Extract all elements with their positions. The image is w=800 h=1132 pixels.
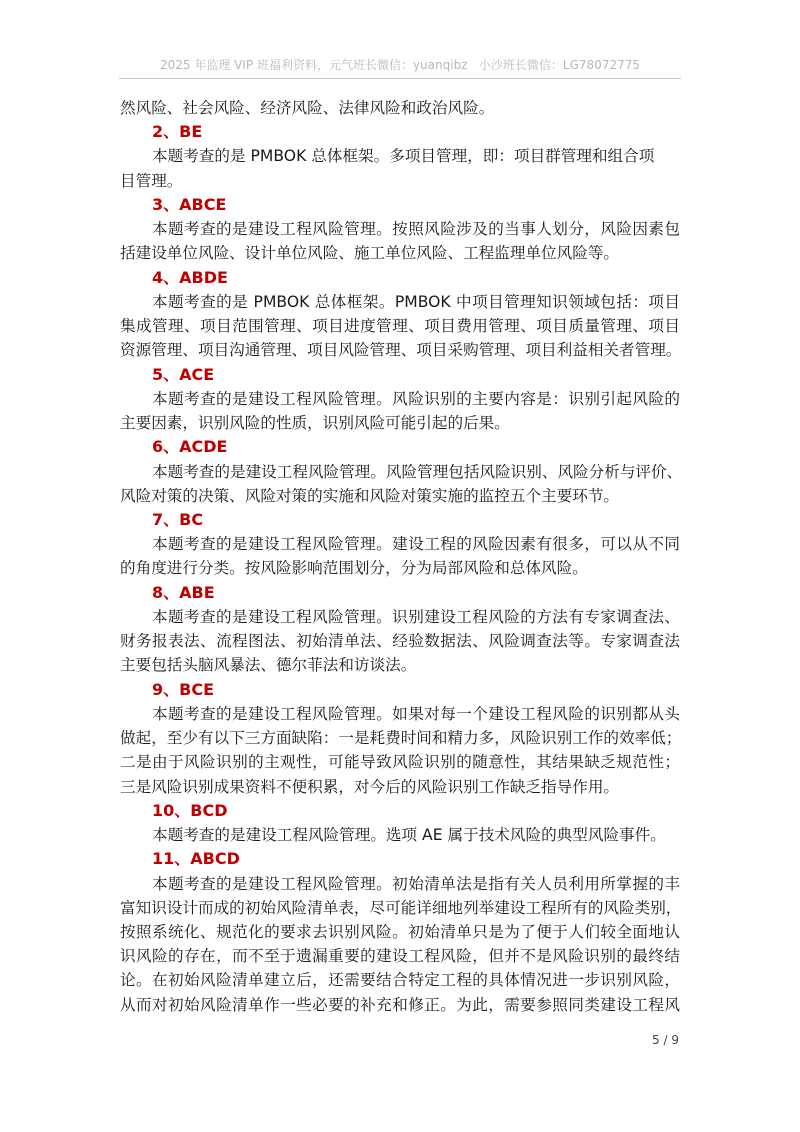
explanation-line: 括建设单位风险、设计单位风险、施工单位风险、工程监理单位风险等。 [120,244,620,263]
explanation-line: 集成管理、项目范围管理、项目进度管理、项目费用管理、项目质量管理、项目 [120,317,680,336]
answer-item [120,678,680,799]
explanation-line: 从而对初始风险清单作一些必要的补充和修正。为此，需要参照同类建设工程风 [120,995,680,1014]
answer-item [120,435,683,508]
explanation-line: 二是由于风险识别的主观性，可能导致风险识别的随意性，其结果缺乏规范性； [120,753,680,772]
explanation-line: 按照系统化、规范化的要求去识别风险。初始清单只是为了便于人们较全面地认 [120,922,680,941]
answer-item [120,120,680,193]
explanation-line: 本题考查的是建设工程风险管理。选项 AE 属于技术风险的典型风险事件。 [152,826,666,845]
explanation-line: 主要因素，识别风险的性质，识别风险可能引起的后果。 [120,414,510,433]
explanation-line: 财务报表法、流程图法、初始清单法、经验数据法、风险调查法等。专家调查法 [120,632,680,651]
explanation-line: 三是风险识别成果资料不便积累，对今后的风险识别工作缺乏指导作用。 [120,777,620,796]
explanation-line: 本题考查的是建设工程风险管理。风险识别的主要内容是：识别引起风险的 [152,389,680,408]
explanation-line: 风险对策的决策、风险对策的实施和风险对策实施的监控五个主要环节。 [120,486,620,505]
continued-text-line: 然风险、社会风险、经济风险、法律风险和政治风险。 [120,99,495,117]
answer-label: 8、ABE [152,582,215,602]
explanation-line: 识风险的存在，而不至于遗漏重要的建设工程风险，但并不是风险识别的最终结 [120,947,680,966]
answer-label: 7、BC [152,509,204,529]
explanation-line: 富知识设计而成的初始风险清单表，尽可能详细地列举建设工程所有的风险类别， [120,898,682,917]
page-header-text: 2025 年监理 VIP 班福利资料，元气班长微信：yuanqibz 小沙班长微信：LG78072775 [159,58,640,72]
answer-item [120,193,680,266]
explanation-line: 本题考查的是建设工程风险管理。初始清单法是指有关人员利用所掌握的丰 [152,874,680,893]
explanation-line: 本题考查的是建设工程风险管理。按照风险涉及的当事人划分，风险因素包 [152,220,680,239]
header-divider [119,78,681,79]
explanation-line: 本题考查的是 PMBOK 总体框架。多项目管理，即：项目群管理和组合项 [152,147,655,166]
explanation-line: 本题考查的是建设工程风险管理。识别建设工程风险的方法有专家调查法、 [152,607,680,626]
answer-label: 6、ACDE [152,437,228,457]
explanation-line: 主要包括头脑风暴法、德尔菲法和访谈法。 [120,656,417,675]
explanation-line: 资源管理、项目沟通管理、项目风险管理、项目采购管理、项目利益相关者管理。 [120,341,682,360]
explanation-line: 本题考查的是建设工程风险管理。风险管理包括风险识别、风险分析与评价、 [152,462,683,481]
answer-item [120,799,680,847]
explanation-line: 本题考查的是建设工程风险管理。建设工程的风险因素有很多，可以从不同 [152,535,680,554]
page-number: 5 / 9 [652,1033,679,1047]
answer-label: 3、ABCE [152,194,227,214]
answer-item [120,266,680,363]
answer-item [120,847,680,1017]
answer-item [120,508,680,581]
answer-label: 10、BCD [152,800,228,820]
answer-explanations [120,96,683,1017]
answer-label: 5、ACE [152,364,215,384]
answer-item [120,363,680,436]
answer-label: 9、BCE [152,679,215,699]
explanation-line: 做起，至少有以下三方面缺陷：一是耗费时间和精力多，风险识别工作的效率低； [120,729,682,748]
explanation-line: 目管理。 [120,171,183,190]
answer-item [120,581,680,678]
answer-label: 11、ABCD [152,849,240,869]
explanation-line: 本题考查的是建设工程风险管理。如果对每一个建设工程风险的识别都从头 [152,704,680,723]
explanation-line: 论。在初始风险清单建立后，还需要结合特定工程的具体情况进一步识别风险， [120,971,680,990]
answer-label: 2、BE [152,122,203,142]
explanation-line: 本题考查的是 PMBOK 总体框架。PMBOK 中项目管理知识领域包括：项目 [152,292,680,311]
answer-label: 4、ABDE [152,267,228,287]
explanation-line: 的角度进行分类。按风险影响范围划分，分为局部风险和总体风险。 [120,559,588,578]
